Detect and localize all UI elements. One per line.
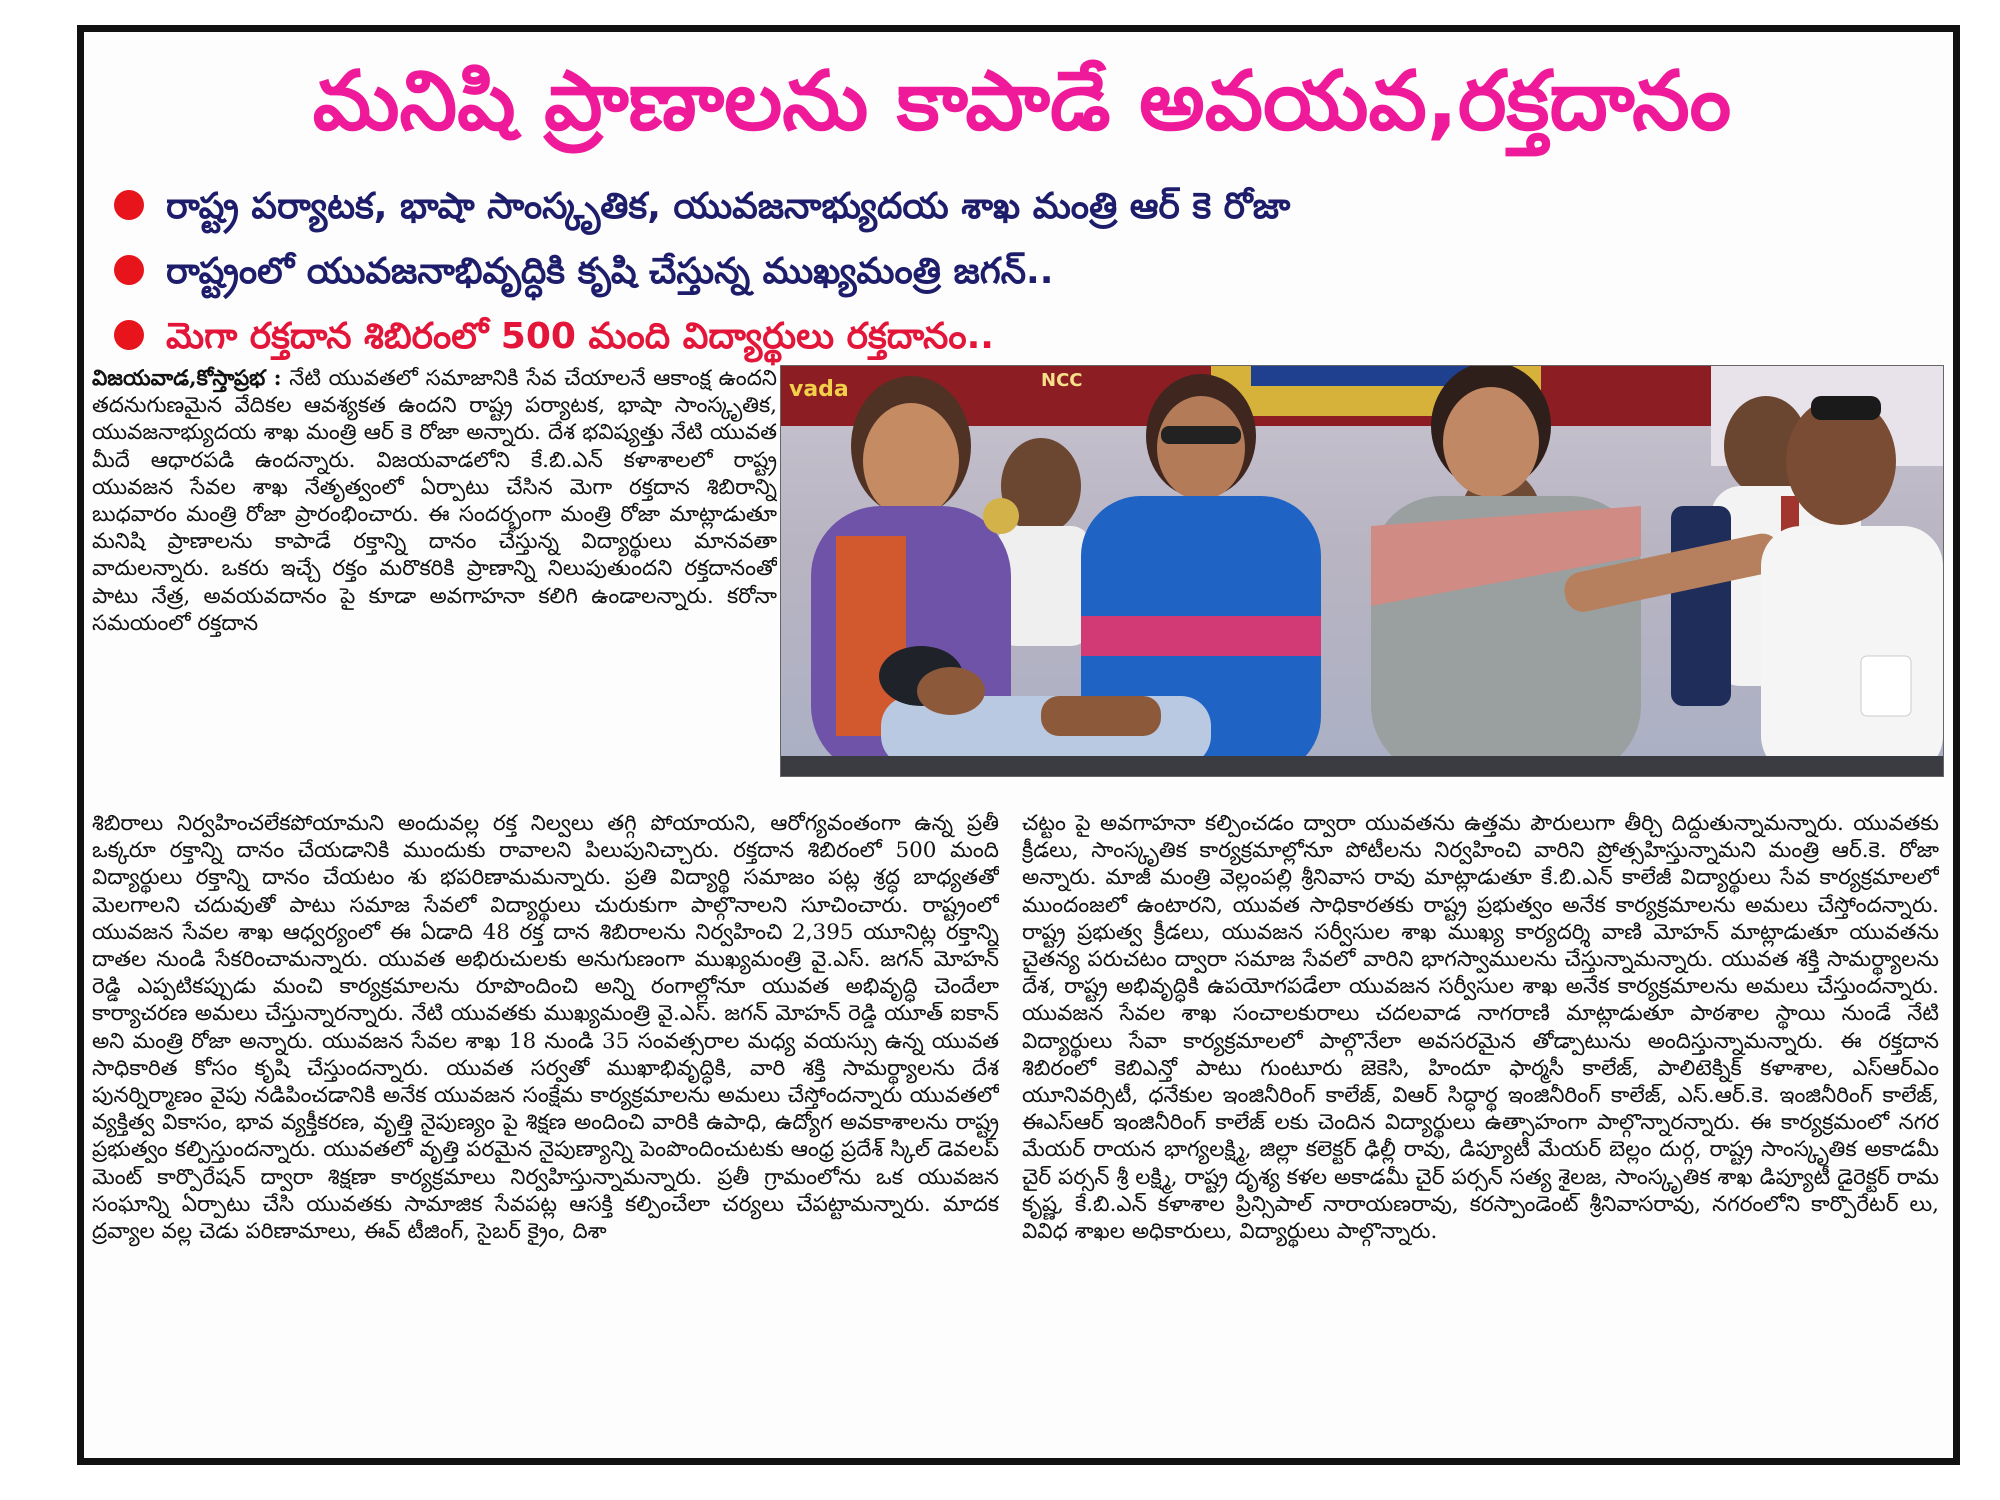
article-text: నేటి యువతలో సమాజానికి సేవ చేయాలనే ఆకాంక్ష ఉందని తదనుగుణమైన వేదికల ఆవశ్యకత ఉందని రాష్ట్ర పర్యాటక, భాషా సాంస్కృతిక, యువజనాభ్యుదయ శాఖ మంత్రి ఆర్ కె రోజా అన్నారు. దేశ భవిష్యత్తు నేటి యువత మీదే ఆధారపడి ఉందన్నారు. విజయవాడలోని కే.బి.ఎన్ కళాశాలలో రాష్ట్ర యువజన సేవల శాఖ నేతృత్వంలో ఏర్పాటు చేసిన మెగా రక్తదాన శిబిరాన్ని బుధవారం మంత్రి రోజా ప్రారంభించారు. ఈ సందర్భంగా మంత్రి రోజా మాట్లాడుతూ మనిషి ప్రాణాలను కాపాడే రక్తాన్ని దానం చేస్తున్న విద్యార్థులు మానవతా వాదులన్నారు. ఒకరు ఇచ్చే రక్తం మరొకరికి ప్రాణాన్ని నిలుపుతుందని రక్తదానంతో పాటు నేత్ర, అవయవదానం పై కూడా అవగాహనా కలిగి ఉండాలన్నారు. కరోనా సమయంలో రక్తదాన (92, 366, 777, 636)
newspaper-clipping (77, 25, 1960, 1465)
subhead-2-text: రాష్ట్రంలో యువజనాభివృద్ధికి కృషి చేస్తున్న ముఖ్యమంత్రి జగన్.. (166, 251, 1054, 292)
bullet-icon (114, 255, 144, 285)
subhead-2 (114, 242, 1934, 302)
article-column-2: చట్టం పై అవగాహనా కల్పించడం ద్వారా యువతను ఉత్తమ పౌరులుగా తీర్చి దిద్దుతున్నామన్నారు. యువతకు క్రీడలు, సాంస్కృతిక కార్యక్రమాల్లోనూ పోటీలను నిర్వహించి వారిని ప్రోత్సహిస్తున్నామని మంత్రి ఆర్.కె. రోజా అన్నారు. మాజీ మంత్రి వెల్లంపల్లి శ్రీనివాస రావు మాట్లాడుతూ కే.బి.ఎన్ కాలేజీ విద్యార్థులు సేవ కార్యక్రమాలలో ముందంజలో ఉంటారని, యువత సాధికారతకు రాష్ట్ర ప్రభుత్వం అనేక కార్యక్రమాలను అమలు చేస్తోందన్నారు. రాష్ట్ర ప్రభుత్వ క్రీడలు, యువజన సర్వీసుల శాఖ ముఖ్య కార్యదర్శి వాణి మోహన్ మాట్లాడుతూ యువతను చైతన్య పరుచటం ద్వారా సమాజ సేవలో వారిని భాగస్వాములను చేస్తున్నామన్నారు. యువత శక్తి సామర్థ్యాలను దేశ, రాష్ట్ర అభివృద్ధికి ఉపయోగపడేలా యువజన సర్వీసుల శాఖ అనేక కార్యక్రమాలను అమలు చేస్తుందన్నారు. యువజన సేవల శాఖ సంచాలకురాలు చదలవాడ నాగరాణి మాట్లాడుతూ పాఠశాల స్థాయి నుండే నేటి విద్యార్థులు సేవా కార్యక్రమాలలో పాల్గొనేలా అవసరమైన తోడ్పాటును అందిస్తున్నామన్నారు. ఈ రక్తదాన శిబిరంలో కెబిఎన్తో పాటు గుంటూరు జెకెసి, హిందూ ఫార్మసీ కాలేజ్, పాలిటెక్నిక్ కళాశాల, ఎస్ఆర్ఎం యూనివర్సిటీ, ధనేకుల ఇంజినీరింగ్ కాలేజ్, విఆర్ సిద్ధార్థ ఇంజినీరింగ్ కాలేజ్, ఎస్.ఆర్.కె. ఇంజినీరింగ్ కాలేజ్, ఈఎస్ఆర్ ఇంజినీరింగ్ కాలేజ్ లకు చెందిన విద్యార్థులు ఉత్సాహంగా పాల్గొన్నారన్నారు. ఈ కార్యక్రమంలో నగర మేయర్ రాయన భాగ్యలక్ష్మి, జిల్లా కలెక్టర్ ఢిల్లీ రావు, డిప్యూటీ మేయర్ బెల్లం దుర్గ, రాష్ట్ర సాంస్కృతిక అకాడమీ చైర్ పర్సన్ శ్రీ లక్ష్మి, రాష్ట్ర దృశ్య కళల అకాడమీ చైర్ పర్సన్ సత్య శైలజ, సాంస్కృతిక శాఖ డిప్యూటీ డైరెక్టర్ రామ కృష్ణ, కే.బి.ఎన్ కళాశాల ప్రిన్సిపాల్ నారాయణరావు, కరస్పాండెంట్ శ్రీనివాసరావు, నగరంలోని కార్పొరేటర్ లు, వివిధ శాఖల అధికారులు, విద్యార్థులు పాల్గొన్నారు. (1022, 811, 1939, 1245)
headline: మనిషి ప్రాణాలను కాపాడే అవయవ,రక్తదానం (312, 54, 1732, 149)
banner-text-left: vada (789, 377, 849, 402)
subhead-1 (114, 177, 1934, 237)
banner-text-ncc: NCC (1041, 370, 1083, 391)
subhead-3 (114, 307, 1934, 367)
event-photo-illustration (781, 366, 1943, 776)
bullet-icon (114, 190, 144, 220)
bullet-icon (114, 320, 144, 350)
subhead-1-text: రాష్ట్ర పర్యాటక, భాషా సాంస్కృతిక, యువజనాభ్యుదయ శాఖ మంత్రి ఆర్ కె రోజా (166, 186, 1291, 227)
event-photo (780, 365, 1944, 777)
article-column-1-top (92, 365, 777, 810)
article-column-1-bottom: శిబిరాలు నిర్వహించలేకపోయామని అందువల్ల రక్త నిల్వలు తగ్గి పోయాయని, ఆరోగ్యవంతంగా ఉన్న ప్రతీ ఒక్కరూ రక్తాన్ని దానం చేయడానికి ముందుకు రావాలని పిలుపునిచ్చారు. రక్తదాన శిబిరంలో 500 మంది విద్యార్థులు రక్తాన్ని దానం చేయటం శు భపరిణామమన్నారు. ప్రతి విద్యార్థి సమాజం పట్ల శ్రద్ధ బాధ్యతతో మెలగాలని చదువుతో పాటు సమాజ సేవలో విద్యార్థులు చురుకుగా పాల్గొనాలని సూచించారు. రాష్ట్రంలో యువజన సేవల శాఖ ఆధ్వర్యంలో ఈ ఏడాది 48 రక్త దాన శిబిరాలను నిర్వహించి 2,395 యూనిట్ల రక్తాన్ని దాతల నుండి సేకరించామన్నారు. యువత అభిరుచులకు అనుగుణంగా ముఖ్యమంత్రి వై.ఎస్. జగన్ మోహన్ రెడ్డి ఎప్పటికప్పుడు మంచి కార్యక్రమాలను రూపొందించి అన్ని రంగాల్లోనూ యువత అభివృద్ధి చెందేలా కార్యాచరణ అమలు చేస్తున్నారన్నారు. నేటి యువతకు ముఖ్యమంత్రి వై.ఎస్. జగన్ మోహన్ రెడ్డి యూత్ ఐకాన్ అని మంత్రి రోజా అన్నారు. యువజన సేవల శాఖ 18 నుండి 35 సంవత్సరాల మధ్య వయస్సు ఉన్న యువత సాధికారిత కోసం కృషి చేస్తుందన్నారు. యువత సర్వతో ముఖాభివృద్ధికి, వారి శక్తి సామర్థ్యాలను దేశ పునర్నిర్మాణం వైపు నడిపించడానికి అనేక యువజన సంక్షేమ కార్యక్రమాలను అమలు చేస్తోందన్నారు యువతలో వ్యక్తిత్వ వికాసం, భావ వ్యక్తీకరణ, వృత్తి నైపుణ్యం పై శిక్షణ అందించి వారికి ఉపాధి, ఉద్యోగ అవకాశాలను రాష్ట్ర ప్రభుత్వం కల్పిస్తుందన్నారు. యువతలో వృత్తి పరమైన నైపుణ్యాన్ని పెంపొందించుటకు ఆంధ్ర ప్రదేశ్ స్కిల్ డెవలప్ మెంట్ కార్పొరేషన్ ద్వారా శిక్షణా కార్యక్రమాలు నిర్వహిస్తున్నామన్నారు. ప్రతీ గ్రామంలోను ఒక యువజన సంఘాన్ని ఏర్పాటు చేసి యువతకు సామాజిక సేవపట్ల ఆసక్తి కల్పించేలా చర్యలు చేపట్టామన్నారు. మాదక ద్రవ్యాల వల్ల చెడు పరిణామాలు, ఈవ్ టీజింగ్, సైబర్ క్రైం, దిశా (92, 811, 999, 1245)
subhead-3-text: మెగా రక్తదాన శిబిరంలో 500 మంది విద్యార్థులు రక్తదానం.. (166, 316, 994, 357)
dateline: విజయవాడ,కోస్తాప్రభ : (92, 366, 282, 391)
